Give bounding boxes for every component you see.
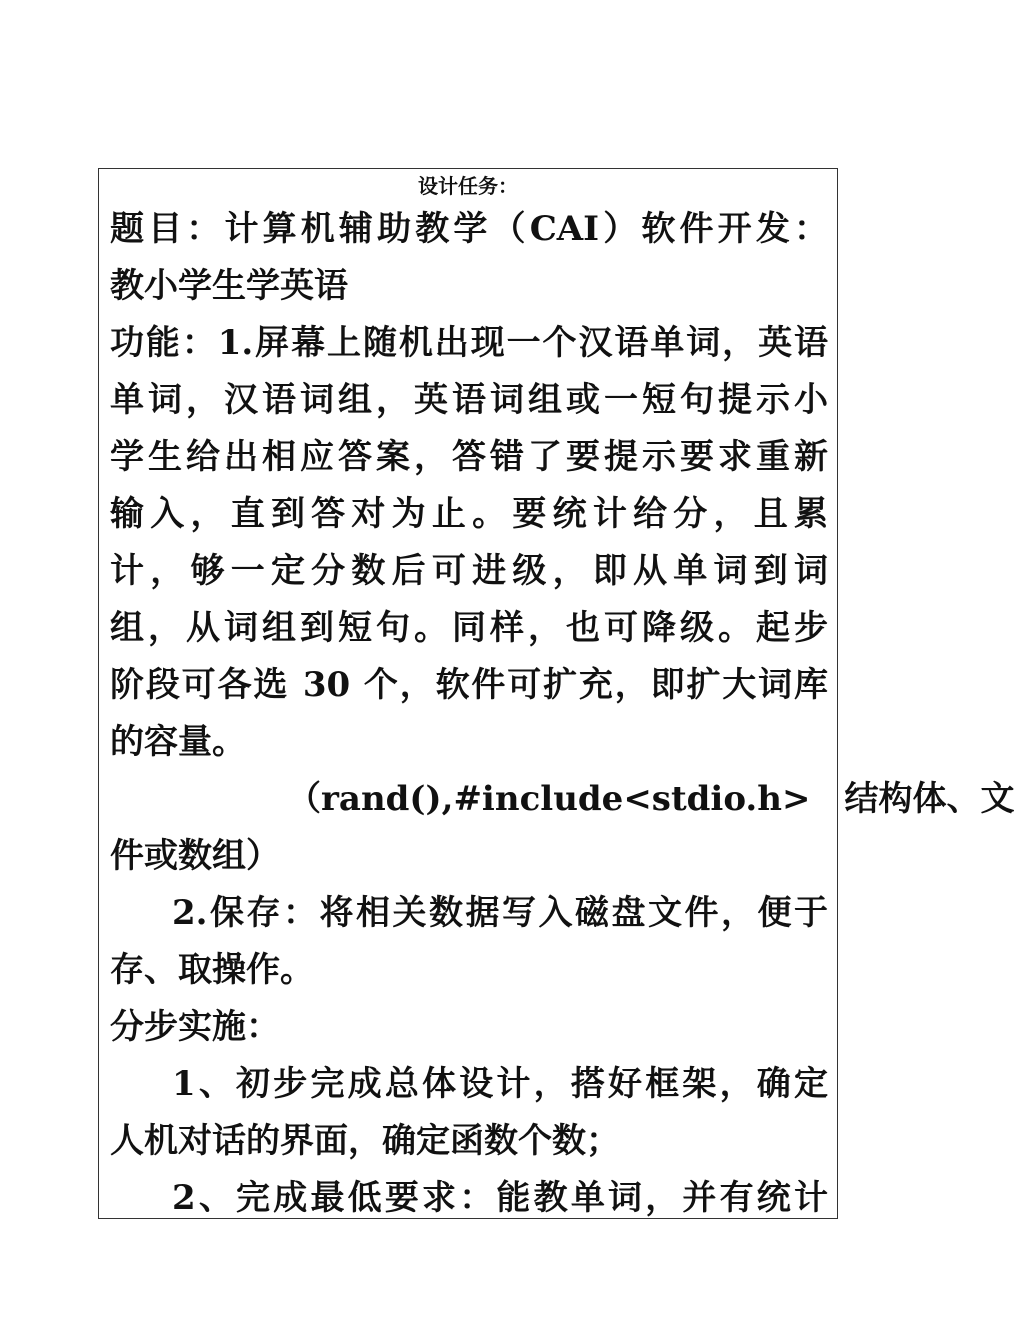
steps-heading: 分步实施： bbox=[110, 1007, 280, 1047]
step-1-line-1: 1、初步完成总体设计，搭好框架，确定 bbox=[172, 1064, 828, 1104]
function-line-6: 组，从词组到短句。同样，也可降级。起步 bbox=[110, 608, 828, 648]
design-task-table-cell bbox=[98, 168, 1014, 1219]
function-line-5: 计，够一定分数后可进级，即从单词到词 bbox=[110, 551, 828, 591]
topic-line-1: 题目：计算机辅助教学（CAI）软件开发： bbox=[110, 209, 828, 249]
function-line-7: 阶段可各选 30 个，软件可扩充，即扩大词库 bbox=[110, 665, 828, 705]
hint-line-1: （rand(),#include<stdio.h> 结构体、文 bbox=[287, 779, 1014, 819]
hint-line-2: 件或数组） bbox=[110, 836, 280, 876]
topic-line-2: 教小学生学英语 bbox=[110, 266, 348, 306]
function-line-1: 功能：1.屏幕上随机出现一个汉语单词，英语 bbox=[110, 323, 828, 363]
function-line-8: 的容量。 bbox=[110, 722, 246, 762]
function-line-4: 输入，直到答对为止。要统计给分，且累 bbox=[110, 494, 828, 534]
function-line-3: 学生给出相应答案，答错了要提示要求重新 bbox=[110, 437, 828, 477]
save-line-2: 存、取操作。 bbox=[110, 950, 314, 990]
section-heading: 设计任务： bbox=[418, 174, 518, 198]
function-line-2: 单词，汉语词组，英语词组或一短句提示小 bbox=[110, 380, 828, 420]
step-2-line-1: 2、完成最低要求：能教单词，并有统计 bbox=[172, 1178, 828, 1218]
save-line-1: 2.保存：将相关数据写入磁盘文件，便于 bbox=[172, 893, 828, 933]
step-1-line-2: 人机对话的界面，确定函数个数； bbox=[110, 1121, 620, 1161]
